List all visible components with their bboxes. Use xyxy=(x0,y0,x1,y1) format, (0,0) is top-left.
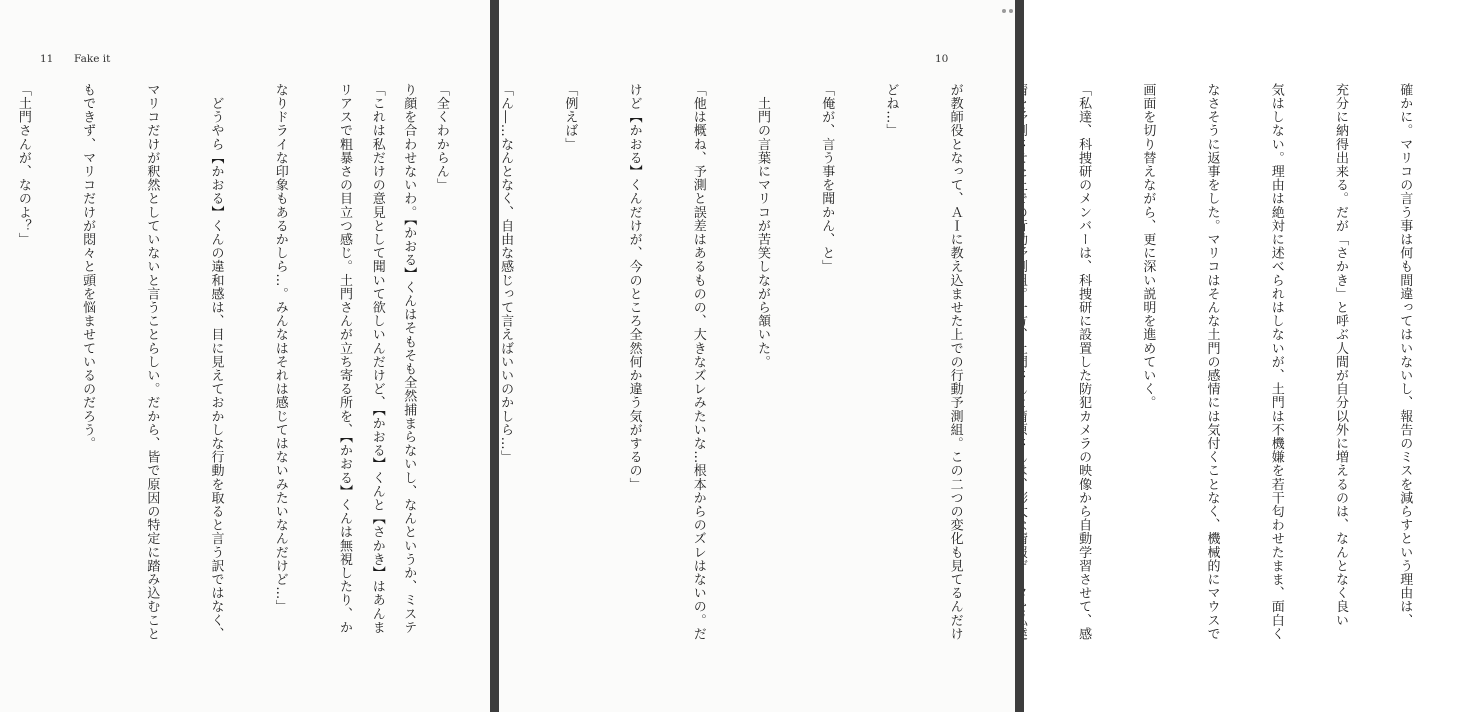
paragraph: 「私達、科捜研のメンバーは、科捜研に設置した防犯カメラの映像から自動学習させて、感 xyxy=(1076,83,1092,641)
paragraph: 「これは私だけの意見として聞いて欲しいんだけど、【かおる】くんと【さかき】はあんま xyxy=(369,83,385,635)
paragraph: 「土門さんが、なのよ？」 xyxy=(15,83,31,247)
paragraph: なりドライな印象もあるかしら…。みんなはそれは感じてはないみたいなんだけど…」 xyxy=(272,83,288,614)
paragraph: が教師役となって、ＡＩに教え込ませた上での行動予測組。この二つの変化も見てるんだけ xyxy=(947,83,963,641)
paragraph: 「他は概ね、予測と誤差はあるものの、大きなズレみたいな…根本からのズレはないの。だ xyxy=(690,83,706,641)
paragraph: マリコだけが釈然としていないと言うことらしい。だから、皆で原因の特定に踏み込むこと xyxy=(144,83,160,641)
paragraph: もできず、マリコだけが悶々と頭を悩ませているのだろう。 xyxy=(80,83,96,451)
paragraph: 「例えば」 xyxy=(562,83,578,151)
right-page-number: 10 xyxy=(935,53,949,65)
paragraph: り顔を合わせないわ。【かおる】くんはそもそも全然捕まらないし、なんというか、ミステ xyxy=(401,83,417,635)
paragraph: 「俺が、言う事を聞かん、と」 xyxy=(819,83,835,274)
paragraph: 土門の言葉にマリコが苦笑しながら頷いた。 xyxy=(755,83,770,369)
window-edge xyxy=(1015,0,1024,712)
paragraph: 充分に納得出来る。だが「さかき」と呼ぶ人間が自分以外に増えるのは、なんとなく良い xyxy=(1332,83,1348,627)
paragraph: 画面を切り替えながら、更に深い説明を進めていく。 xyxy=(1140,83,1156,410)
paragraph: リアスで粗暴さの目立つ感じ。土門さんが立ち寄る所を、【かおる】くんは無視したり、か xyxy=(336,83,352,635)
paragraph: なさそうに返事をした。マリコはそんな土門の感情には気付くことなく、機械的にマウスで xyxy=(1204,83,1220,641)
paragraph: 「全くわからん」 xyxy=(433,83,449,192)
paragraph: 確かに。マリコの言う事は何も間違ってはいないし、報告のミスを減らすという理由は、 xyxy=(1397,83,1413,627)
paragraph: どね…」 xyxy=(883,83,899,138)
paragraph: けど【かおる】くんだけが、今のところ全然何か違う気がするの」 xyxy=(626,83,642,491)
paragraph: 気はしない。理由は絶対に述べられはしないが、土門は不機嫌を若干匂わせたまま、面白く xyxy=(1268,83,1284,641)
left-page-number: 11 xyxy=(40,53,54,65)
paragraph: 「ん―…なんとなく、自由な感じって言えばいいのかしら…」 xyxy=(498,83,514,464)
book-title: Fake it xyxy=(74,53,111,65)
paragraph: どうやら【かおる】くんの違和感は、目に見えておかしな行動を取ると言う訳ではなく、 xyxy=(208,83,224,641)
